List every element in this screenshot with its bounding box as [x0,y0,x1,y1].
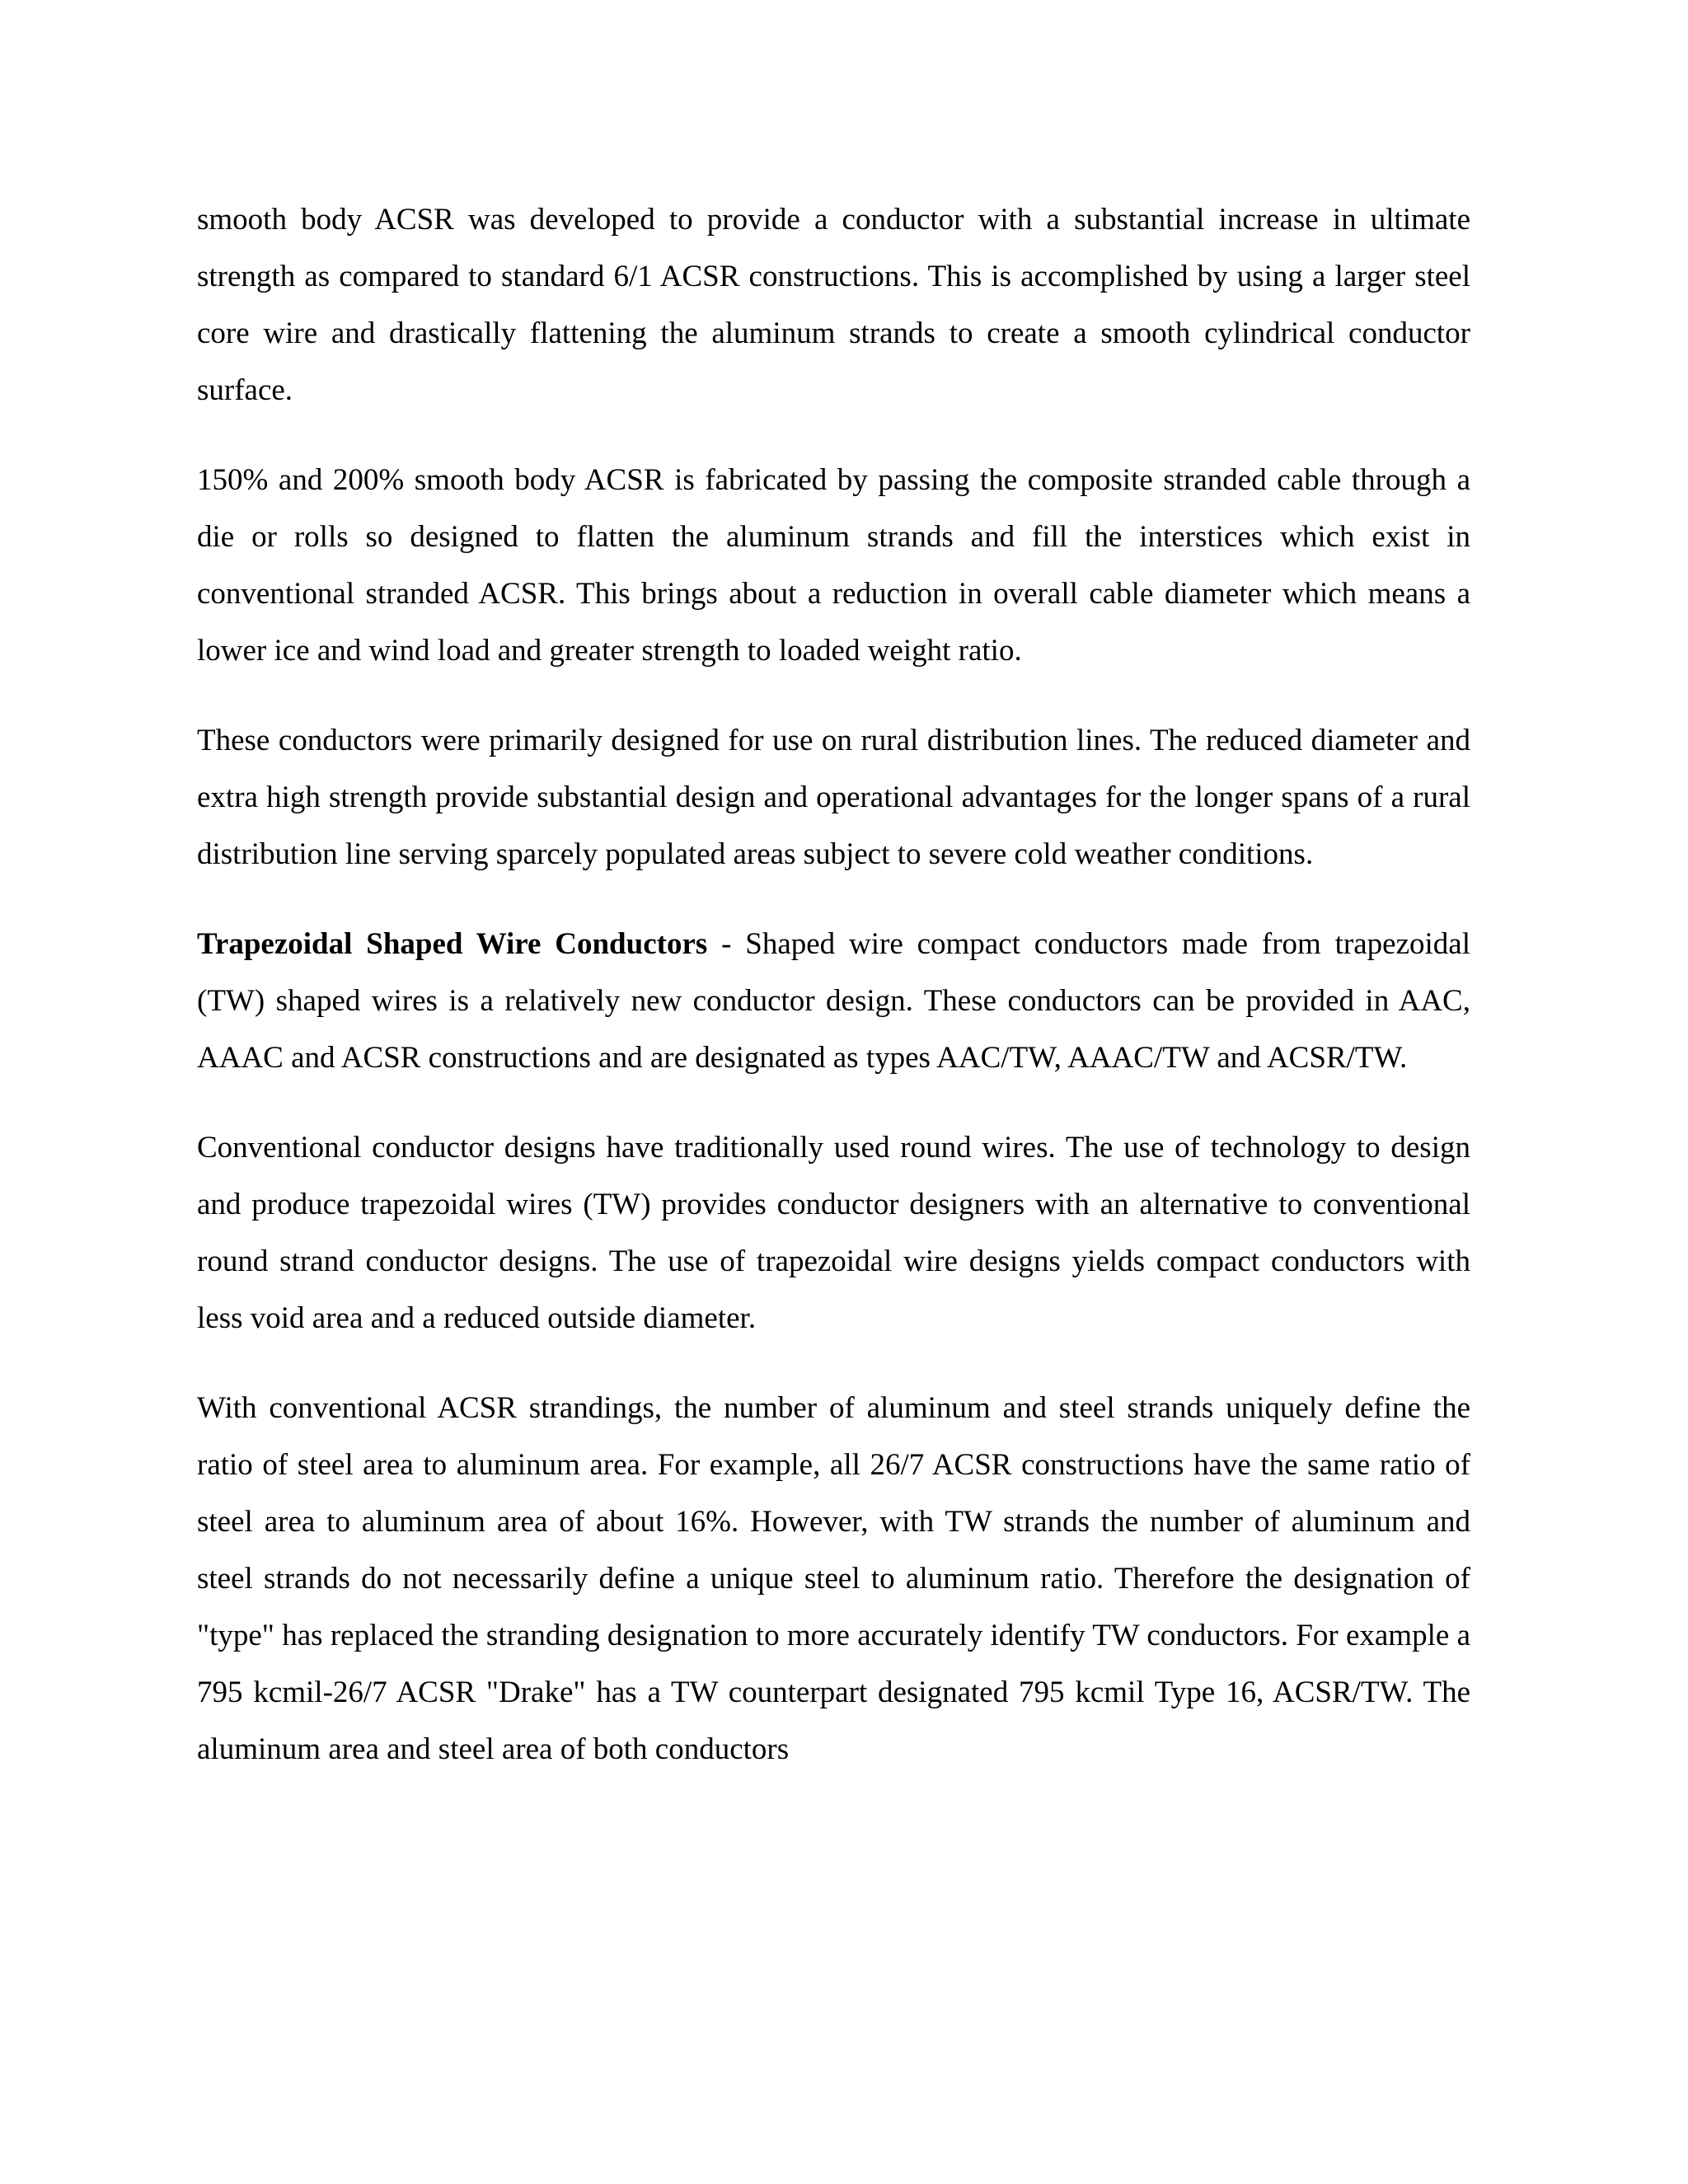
paragraph-smooth-body-fabrication: 150% and 200% smooth body ACSR is fabricated by passing the composite stranded cable through a die or rolls so designed to flatten the aluminum strands and fill the interstices which exist in conventional stranded ACSR. This brings about a reduction in overall cable diameter which means a lower ice and wind load and greater strength to loaded weight ratio. [197,463,1470,668]
paragraph-acsr-strandings: With conventional ACSR strandings, the number of aluminum and steel strands uniquely define the ratio of steel area to aluminum area. For example, all 26/7 ACSR constructions have the same ratio of steel area to aluminum area of about 16%. However, with TW strands the number of aluminum and steel strands do not necessarily define a unique steel to aluminum ratio. Therefore the designation of "type" has replaced the stranding designation to more accurately identify TW conductors. For example a 795 kcmil-26/7 ACSR "Drake" has a TW counterpart designated 795 kcmil Type 16, ACSR/TW. The aluminum area and steel area of both conductors [197,1391,1470,1766]
document-body [197,191,1470,1811]
paragraph-rural-distribution: These conductors were primarily designed for use on rural distribution lines. The reduced diameter and extra high strength provide substantial design and operational advantages for the longer spans of a rural distribution line serving sparcely populated areas subject to severe cold weather conditions. [197,724,1470,871]
section-heading-trapezoidal: Trapezoidal Shaped Wire Conductors [197,927,708,961]
paragraph-conventional-designs: Conventional conductor designs have traditionally used round wires. The use of technology to design and produce trapezoidal wires (TW) provides conductor designers with an alternative to conventional round strand conductor designs. The use of trapezoidal wire designs yields compact conductors with less void area and a reduced outside diameter. [197,1131,1470,1335]
paragraph-trapezoidal-intro [197,916,1470,1086]
paragraph-trapezoidal-text: - Shaped wire compact conductors made from trapezoidal (TW) shaped wires is a relatively new conductor design. These conductors can be provided in AAC, AAAC and ACSR constructions and are designated as types AAC/TW, AAAC/TW and ACSR/TW. [197,927,1470,1075]
paragraph-smooth-body-intro: smooth body ACSR was developed to provide a conductor with a substantial increase in ultimate strength as compared to standard 6/1 ACSR constructions. This is accomplished by using a larger steel core wire and drastically flattening the aluminum strands to create a smooth cylindrical conductor surface. [197,203,1470,407]
